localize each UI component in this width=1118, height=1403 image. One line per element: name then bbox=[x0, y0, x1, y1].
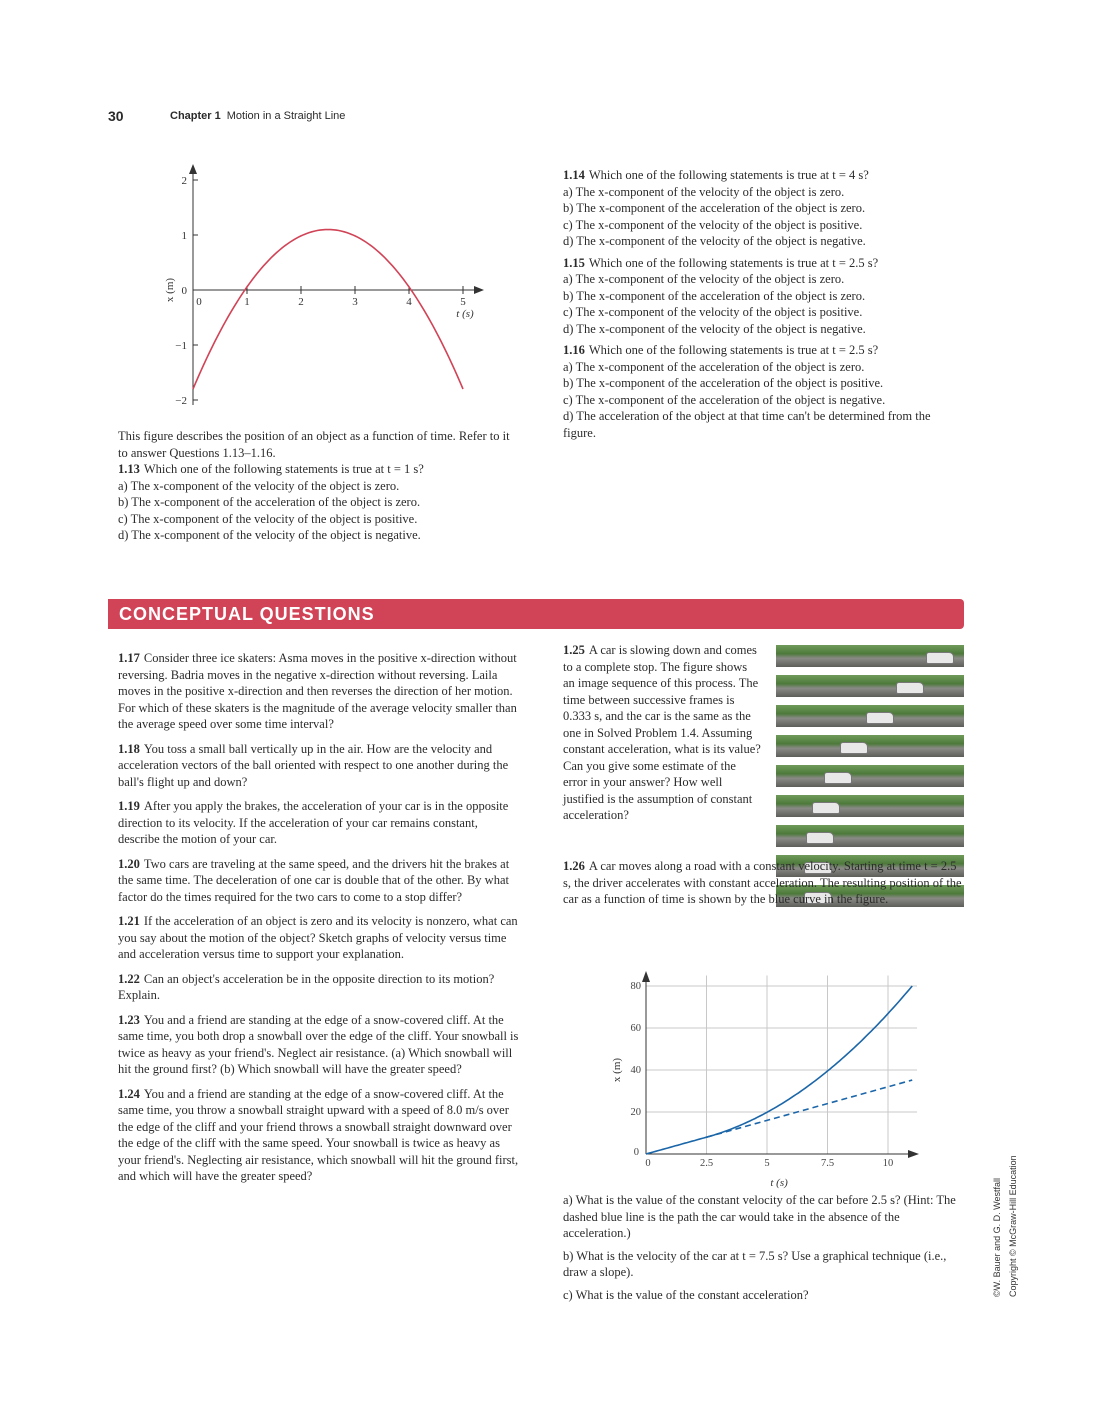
y-tick-label: 60 bbox=[630, 1023, 641, 1034]
answer-option: b) The x-component of the acceleration of the object is zero. bbox=[563, 288, 866, 303]
question-number: 1.13 bbox=[118, 462, 140, 476]
question-1-13 bbox=[118, 461, 518, 478]
answer-option: a) The x-component of the velocity of the object is zero. bbox=[118, 478, 400, 493]
question-number: 1.25 bbox=[563, 643, 585, 657]
question-text: You toss a small ball vertically up in the air. How are the velocity and acceleration vectors of the ball oriented with respect to one another during the ball's flight up and down? bbox=[118, 741, 509, 789]
answer-option: d) The x-component of the velocity of the object is negative. bbox=[118, 528, 421, 542]
y-tick-label: 1 bbox=[181, 230, 187, 242]
question-number: 1.15 bbox=[563, 255, 585, 270]
x-tick-label: 3 bbox=[352, 296, 358, 308]
y-tick-label: 20 bbox=[630, 1107, 641, 1118]
question-text: Can an object's acceleration be in the opposite direction to its motion? Explain. bbox=[118, 971, 495, 1002]
x-tick-label: 0 bbox=[196, 296, 202, 308]
question-text: Which one of the following statements is true at t = 2.5 s? bbox=[588, 255, 879, 270]
question-1-22 bbox=[118, 971, 522, 1004]
top-right-questions bbox=[563, 167, 963, 441]
y-tick-label: 40 bbox=[630, 1065, 641, 1076]
image-frame bbox=[776, 735, 964, 757]
question-text: After you apply the brakes, the acceleration of your car is in the opposite direction to its velocity. If the acceleration of your car remains constant, describe the motion of your car. bbox=[118, 799, 509, 846]
question-1-23 bbox=[118, 1012, 522, 1078]
question-1-18 bbox=[118, 741, 522, 791]
y-axis-arrow bbox=[642, 971, 650, 982]
top-left-questions bbox=[118, 461, 518, 544]
image-frame bbox=[776, 765, 964, 787]
chapter-title: Motion in a Straight Line bbox=[226, 110, 346, 122]
question-text: Consider three ice skaters: Asma moves in the positive x-direction without reversing. Badria moves in the negative x-direction without reversing. Laila moves in the positive x-direction and then reverses the direction of her motion. For which of these skaters is the magnitude of the average velocity smaller than the average speed over some time interval? bbox=[118, 651, 517, 731]
question-number: 1.23 bbox=[118, 1012, 140, 1027]
question-1-25 bbox=[563, 642, 761, 824]
question-number: 1.26 bbox=[563, 859, 585, 873]
answer-option: d) The x-component of the velocity of the object is negative. bbox=[563, 321, 866, 336]
answer-option: c) The x-component of the velocity of the object is positive. bbox=[563, 217, 863, 232]
car-position-time-chart bbox=[590, 968, 930, 1190]
intro-text: This figure describes the position of an object as a function of time. Refer to it to answer Questions 1.13–1.16. bbox=[118, 429, 510, 460]
page-number: 30 bbox=[108, 108, 124, 124]
q126-parts bbox=[563, 1192, 965, 1303]
x-tick-label: 1 bbox=[244, 296, 250, 308]
running-head bbox=[170, 110, 345, 122]
x-tick-label: 4 bbox=[406, 296, 412, 308]
question-1-21 bbox=[118, 913, 522, 963]
position-time-parabola-chart bbox=[150, 160, 490, 420]
x-tick-label: 2.5 bbox=[699, 1158, 714, 1169]
question-part: c) What is the value of the constant acceleration? bbox=[563, 1287, 809, 1302]
question-number: 1.16 bbox=[563, 343, 585, 357]
question-text: Which one of the following statements is true at t = 1 s? bbox=[143, 462, 424, 476]
question-number: 1.17 bbox=[118, 651, 140, 665]
car-icon bbox=[812, 802, 840, 814]
question-1-17 bbox=[118, 650, 522, 733]
q125-block bbox=[563, 642, 761, 824]
question-number: 1.14 bbox=[563, 168, 585, 182]
x-tick-label: 7.5 bbox=[820, 1158, 835, 1169]
top-left-column bbox=[118, 428, 518, 544]
section-banner bbox=[108, 599, 964, 629]
question-1-15 bbox=[563, 255, 963, 272]
question-number: 1.24 bbox=[118, 1086, 140, 1101]
conceptual-left-questions bbox=[118, 650, 522, 1185]
x-tick-label: 10 bbox=[882, 1158, 894, 1169]
chapter-label: Chapter 1 bbox=[170, 110, 221, 122]
answer-option: c) The x-component of the velocity of the object is positive. bbox=[118, 511, 418, 526]
y-tick-label: 80 bbox=[630, 981, 641, 992]
question-number: 1.20 bbox=[118, 856, 140, 871]
x-axis-arrow bbox=[474, 286, 484, 294]
q126-block bbox=[563, 858, 963, 908]
x-tick-label: 2 bbox=[298, 296, 304, 308]
y-tick-label: 2 bbox=[181, 175, 187, 187]
question-1-19 bbox=[118, 798, 522, 848]
photo-credit: ©W. Bauer and G. D. Westfall bbox=[992, 1177, 1002, 1297]
y-axis-label: x (m) bbox=[611, 1057, 623, 1083]
answer-option: c) The x-component of the velocity of the object is positive. bbox=[563, 305, 863, 319]
image-frame bbox=[776, 675, 964, 697]
x-axis-label: t (s) bbox=[770, 1177, 788, 1189]
car-icon bbox=[806, 832, 834, 844]
question-text: A car moves along a road with a constant velocity. Starting at time t = 2.5 s, the driver accelerates with constant acceleration. The resulting position of the car as a function of time is shown by the blue curve in the figure. bbox=[563, 859, 962, 906]
question-text: A car is slowing down and comes to a complete stop. The figure shows an image sequence of this process. The time between successive frames is 0.333 s, and the car is the same as the one in Solved Problem 1.4. Assuming constant acceleration, what is its value? Can you give some estimate of the error in your answer? How well justified is the assumption of constant acceleration? bbox=[563, 643, 761, 822]
x-axis-arrow bbox=[908, 1150, 919, 1158]
image-frame bbox=[776, 795, 964, 817]
answer-option: a) The x-component of the velocity of the object is zero. bbox=[563, 184, 845, 199]
y-tick-label: −2 bbox=[175, 395, 187, 407]
answer-option: d) The acceleration of the object at that time can't be determined from the figure. bbox=[563, 409, 931, 440]
image-frame bbox=[776, 705, 964, 727]
top-right-column bbox=[563, 167, 963, 441]
answer-option: c) The x-component of the acceleration of the object is negative. bbox=[563, 392, 886, 407]
image-frame bbox=[776, 645, 964, 667]
answer-option: a) The x-component of the velocity of the object is zero. bbox=[563, 272, 845, 286]
x-axis-label: t (s) bbox=[456, 308, 474, 320]
y-tick-label: −1 bbox=[175, 340, 187, 352]
y-axis-arrow bbox=[189, 164, 197, 174]
y-tick-label: 0 bbox=[633, 1147, 639, 1158]
y-tick-label: 0 bbox=[181, 285, 187, 297]
question-number: 1.19 bbox=[118, 799, 140, 813]
question-text: Which one of the following statements is true at t = 4 s? bbox=[588, 168, 869, 182]
question-1-16 bbox=[563, 342, 963, 359]
question-text: You and a friend are standing at the edge of a snow-covered cliff. At the same time, you both drop a snowball over the edge of the cliff. Your snowball is twice as heavy as your friend's. Neglect air resistance. (a) Which snowball will hit the ground first? (b) Which snowball will have the greater speed? bbox=[118, 1012, 519, 1076]
answer-option: d) The x-component of the velocity of the object is negative. bbox=[563, 234, 866, 248]
x-tick-label: 0 bbox=[645, 1158, 651, 1169]
question-text: If the acceleration of an object is zero and its velocity is nonzero, what can you say about the motion of the object? Sketch graphs of velocity versus time and acceleration versus time to support your explanation. bbox=[118, 914, 518, 961]
question-number: 1.21 bbox=[118, 914, 140, 928]
question-text: Two cars are traveling at the same speed, and the drivers hit the brakes at the same time. The deceleration of one car is double that of the other. By what factor do the times required for the two cars to come to a stop differ? bbox=[118, 856, 510, 904]
question-text: You and a friend are standing at the edge of a snow-covered cliff. At the same time, you throw a snowball straight upward with a speed of 8.0 m/s over the edge of the cliff and your friend throws a snowball straight downward over the edge of the cliff with the same speed. Your snowball is twice as heavy as your friend's. Neglecting air resistance, which snowball will hit the ground first, and which will have the greater speed? bbox=[118, 1086, 519, 1183]
car-icon bbox=[824, 772, 852, 784]
question-part: a) What is the value of the constant velocity of the car before 2.5 s? (Hint: The dashed blue line is the path the car would take in the absence of the acceleration.) bbox=[563, 1193, 956, 1240]
section-title: CONCEPTUAL QUESTIONS bbox=[119, 604, 375, 624]
question-1-24 bbox=[118, 1086, 522, 1185]
y-axis-label: x (m) bbox=[164, 277, 176, 303]
car-icon bbox=[840, 742, 868, 754]
constant-velocity-dashed-line bbox=[707, 1080, 913, 1137]
question-number: 1.22 bbox=[118, 971, 140, 986]
position-curve bbox=[193, 230, 463, 390]
question-1-20 bbox=[118, 856, 522, 906]
answer-option: b) The x-component of the acceleration of the object is positive. bbox=[563, 376, 884, 390]
copyright-notice: Copyright © McGraw-Hill Education bbox=[1008, 1155, 1018, 1297]
conceptual-left-column bbox=[118, 642, 522, 1185]
image-frame bbox=[776, 825, 964, 847]
question-1-14 bbox=[563, 167, 963, 184]
car-icon bbox=[896, 682, 924, 694]
question-number: 1.18 bbox=[118, 741, 140, 756]
car-icon bbox=[866, 712, 894, 724]
answer-option: b) The x-component of the acceleration of the object is zero. bbox=[563, 201, 866, 215]
answer-option: a) The x-component of the acceleration of the object is zero. bbox=[563, 359, 865, 374]
x-tick-label: 5 bbox=[460, 296, 466, 308]
question-1-26 bbox=[563, 858, 963, 908]
car-icon bbox=[926, 652, 954, 664]
answer-option: b) The x-component of the acceleration of the object is zero. bbox=[118, 495, 421, 509]
question-text: Which one of the following statements is true at t = 2.5 s? bbox=[588, 343, 879, 357]
x-tick-label: 5 bbox=[764, 1158, 770, 1169]
question-part: b) What is the velocity of the car at t = 7.5 s? Use a graphical technique (i.e., draw a slope). bbox=[563, 1248, 947, 1279]
